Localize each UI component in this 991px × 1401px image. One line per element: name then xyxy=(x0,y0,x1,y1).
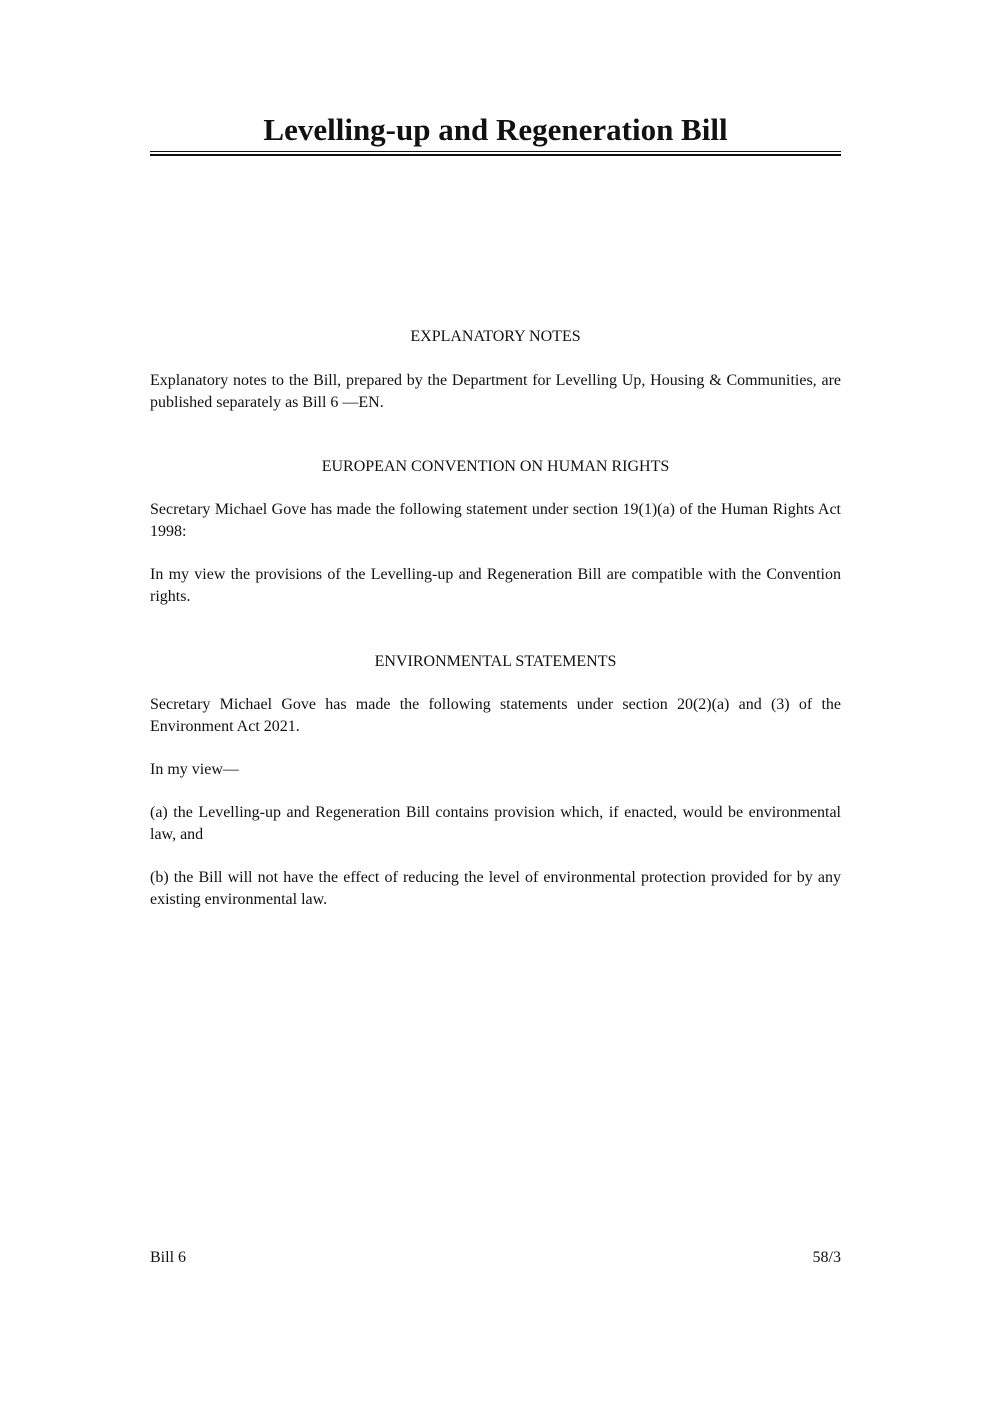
paragraph: Secretary Michael Gove has made the following statements under section 20(2)(a) and (3) of the Environment Act 2021. xyxy=(150,696,841,735)
paragraph: (b) the Bill will not have the effect of reducing the level of environmental protection provided for by any existing environmental law. xyxy=(150,869,841,908)
paragraph: In my view the provisions of the Levelling-up and Regeneration Bill are compatible with the Convention rights. xyxy=(150,566,841,605)
bill-title: Levelling-up and Regeneration Bill xyxy=(263,112,728,147)
paragraph: In my view— xyxy=(150,761,239,778)
title-rule-thick xyxy=(150,154,841,156)
section-heading-environmental: ENVIRONMENTAL STATEMENTS xyxy=(374,653,617,670)
paragraph: Explanatory notes to the Bill, prepared by the Department for Levelling Up, Housing & Communities, are published separately as Bill 6 —EN. xyxy=(150,372,841,411)
footer-page-ref: 58/3 xyxy=(812,1249,841,1266)
paragraph: (a) the Levelling-up and Regeneration Bill contains provision which, if enacted, would be environmental law, and xyxy=(150,804,841,843)
footer-bill-number: Bill 6 xyxy=(150,1249,187,1266)
title-rule-thin xyxy=(150,151,841,152)
paragraph: Secretary Michael Gove has made the following statement under section 19(1)(a) of the Human Rights Act 1998: xyxy=(150,501,841,540)
section-heading-echr: EUROPEAN CONVENTION ON HUMAN RIGHTS xyxy=(321,458,670,475)
section-heading-explanatory-notes: EXPLANATORY NOTES xyxy=(410,328,581,345)
